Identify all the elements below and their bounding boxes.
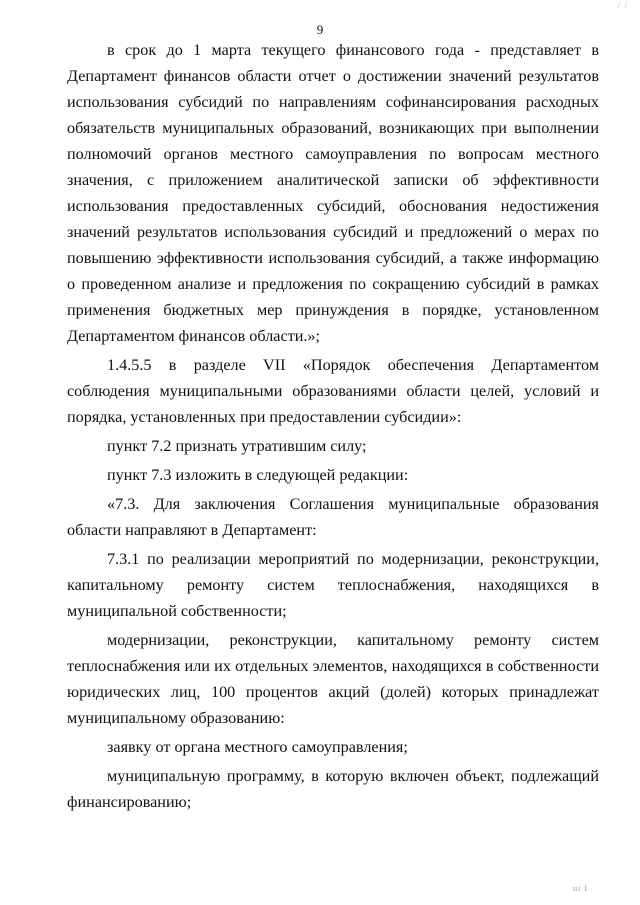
paragraph-section-vii: 1.4.5.5 в разделе VII «Порядок обеспечения Департаментом соблюдения муниципальными образованиями области целей, условий и порядка, установленных при предоставлении субсидии»: (67, 356, 599, 426)
footer-mark: ні І (572, 884, 588, 893)
paragraph-item-7-3-intro: пункт 7.3 изложить в следующей редакции: (107, 466, 409, 484)
page-number: 9 (316, 22, 324, 37)
paragraph-item-7-2: пункт 7.2 признать утратившим силу; (107, 437, 367, 455)
paragraph-report-deadline: в срок до 1 марта текущего финансового года - представляет в Департамент финансов области отчет о достижении значений результатов использования субсидий по направлениям софинансирования расходных обязательств муниципальных образований, возникающих при выполнении полномочий органов местного самоуправления по вопросам местного значения, с приложением аналитической записки об эффективности использования предоставленных субсидий, обоснования недостижения значений результатов использования субсидий и предложений о мерах по повышению эффективности использования субсидий, а также информацию о проведенном анализе и предложения по сокращению субсидий в рамках применения бюджетных мер принуждения в порядке, установленном Департаментом финансов области.»; (67, 41, 599, 345)
paragraph-municipal-program: муниципальную программу, в которую включен объект, подлежащий финансированию; (67, 767, 599, 811)
paragraph-item-7-3: «7.3. Для заключения Соглашения муниципальные образования области направляют в Департамент: (67, 495, 599, 539)
corner-mark: / / (617, 0, 628, 10)
paragraph-item-7-3-1: 7.3.1 по реализации мероприятий по модернизации, реконструкции, капитальному ремонту систем теплоснабжения, находящихся в муниципальной собственности; (67, 550, 599, 620)
paragraph-modernization: модернизации, реконструкции, капитальному ремонту систем теплоснабжения или их отдельных элементов, находящихся в собственности юридических лиц, 100 процентов акций (долей) которых принадлежат муниципальному образованию: (67, 631, 599, 727)
paragraph-application: заявку от органа местного самоуправления; (107, 738, 408, 756)
document-body (67, 37, 599, 818)
